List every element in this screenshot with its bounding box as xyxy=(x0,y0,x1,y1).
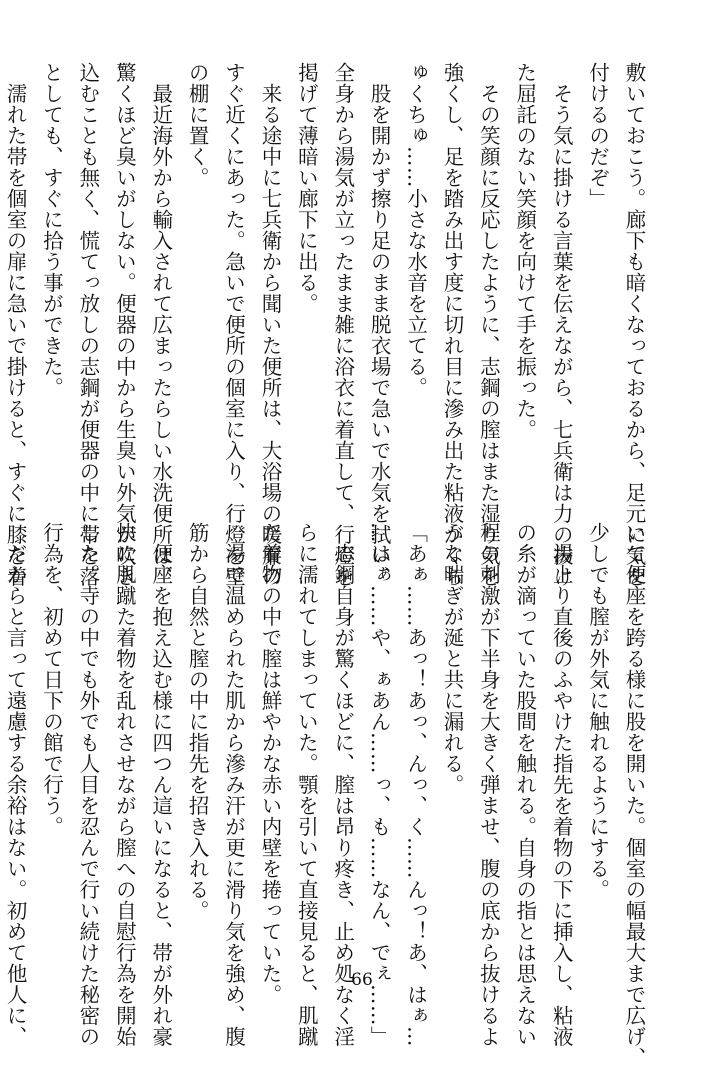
text-line: 来る途中に七兵衛から聞いた便所は、大浴場の暖簾の xyxy=(257,62,282,587)
text-line: 湯で温められた肌から滲み汗が更に滑り気を強め、腹 xyxy=(221,522,246,1047)
text-line: 志鋼自身が驚くほどに、膣は昂り疼き、止め処なく淫 xyxy=(330,522,355,1047)
text-line: 湯上り直後のふやけた指先を着物の下に挿入し、粘液 xyxy=(549,522,574,1047)
text-line: 驚くほど臭いがしない。便器の中から生臭い外気が吹き xyxy=(112,62,137,587)
text-line: 最近海外から輸入されて広まったらしい水洗便所は、 xyxy=(148,62,173,587)
text-line: ゅくちゅ……小さな水音を立てる。 xyxy=(403,62,428,398)
text-line: 「あぁ……あっ！あっ、んっ、く……んっ！あ、はぁ… xyxy=(403,522,428,1047)
text-line: としても、すぐに拾う事ができた。 xyxy=(39,62,64,398)
text-line: 便座を抱え込む様に四つん這いになると、帯が外れ豪 xyxy=(148,522,173,1047)
text-block-top xyxy=(3,62,652,587)
text-line: そう気に掛ける言葉を伝えながら、七兵衛は力の抜け xyxy=(549,62,574,587)
text-line: …はぁ……や、ぁあん……っ、も……なん、でぇ……」 xyxy=(367,522,392,1047)
text-line: 程の刺激が下半身を大きく弾ませ、腹の底から抜けるよ xyxy=(476,522,501,1047)
text-line: すぐ近くにあった。急いで便所の個室に入り、行燈を壁 xyxy=(221,62,246,587)
text-line: した。寺の中でも外でも人目を忍んで行い続けた秘密の xyxy=(75,522,100,1047)
text-line: 股を開かず擦り足のまま脱衣場で急いで水気を拭い、 xyxy=(367,62,392,587)
text-line: 込むことも無く、慌てっ放しの志鋼が便器の中に帯を落 xyxy=(75,62,100,587)
text-line: 全身から湯気が立ったまま雑に浴衣に着直して、行燈を xyxy=(330,62,355,587)
text-line: の糸が滴っていた股間を触れる。自身の指とは思えない xyxy=(512,522,537,1047)
text-line: た着物の中で膣は鮮やかな赤い内壁を捲っていた。 xyxy=(257,522,282,1005)
text-line: 濡れた帯を個室の扉に急いで掛けると、すぐに膝を着 xyxy=(3,62,28,587)
text-line: 敷いておこう。廊下も暗くなっておるから、足元に気を xyxy=(622,62,646,587)
text-line: いて便座を跨る様に股を開いた。個室の幅最大まで広げ、 xyxy=(622,522,646,1068)
text-line: た屈託のない笑顔を向けて手を振った。 xyxy=(512,62,537,440)
text-line: 掲げて薄暗い廊下に出る。 xyxy=(294,62,319,314)
text-line: 強くし、足を踏み出す度に切れ目に滲み出た粘液がくち xyxy=(439,62,464,587)
text-line: だからと言って遠慮する余裕はない。初めて他人に、 xyxy=(3,522,28,1047)
text-line: うな喘ぎが涎と共に漏れる。 xyxy=(439,522,464,795)
text-line: らに濡れてしまっていた。顎を引いて直接見ると、肌蹴 xyxy=(294,522,319,1047)
text-line: 快に肌蹴た着物を乱れさせながら膣への自慰行為を開始 xyxy=(112,522,137,1047)
text-line: の棚に置く。 xyxy=(185,62,210,188)
text-line: その笑顔に反応したように、志鋼の膣はまた湿り気を xyxy=(476,62,501,587)
text-line: 筋から自然と膣の中に指先を招き入れる。 xyxy=(185,522,210,921)
text-line: 少しでも膣が外気に触れるようにする。 xyxy=(585,522,610,900)
text-line: 行為を、初めて日下の館で行う。 xyxy=(39,522,64,837)
text-line: 付けるのだぞ」 xyxy=(585,62,610,209)
page-number: 66 xyxy=(351,970,373,990)
